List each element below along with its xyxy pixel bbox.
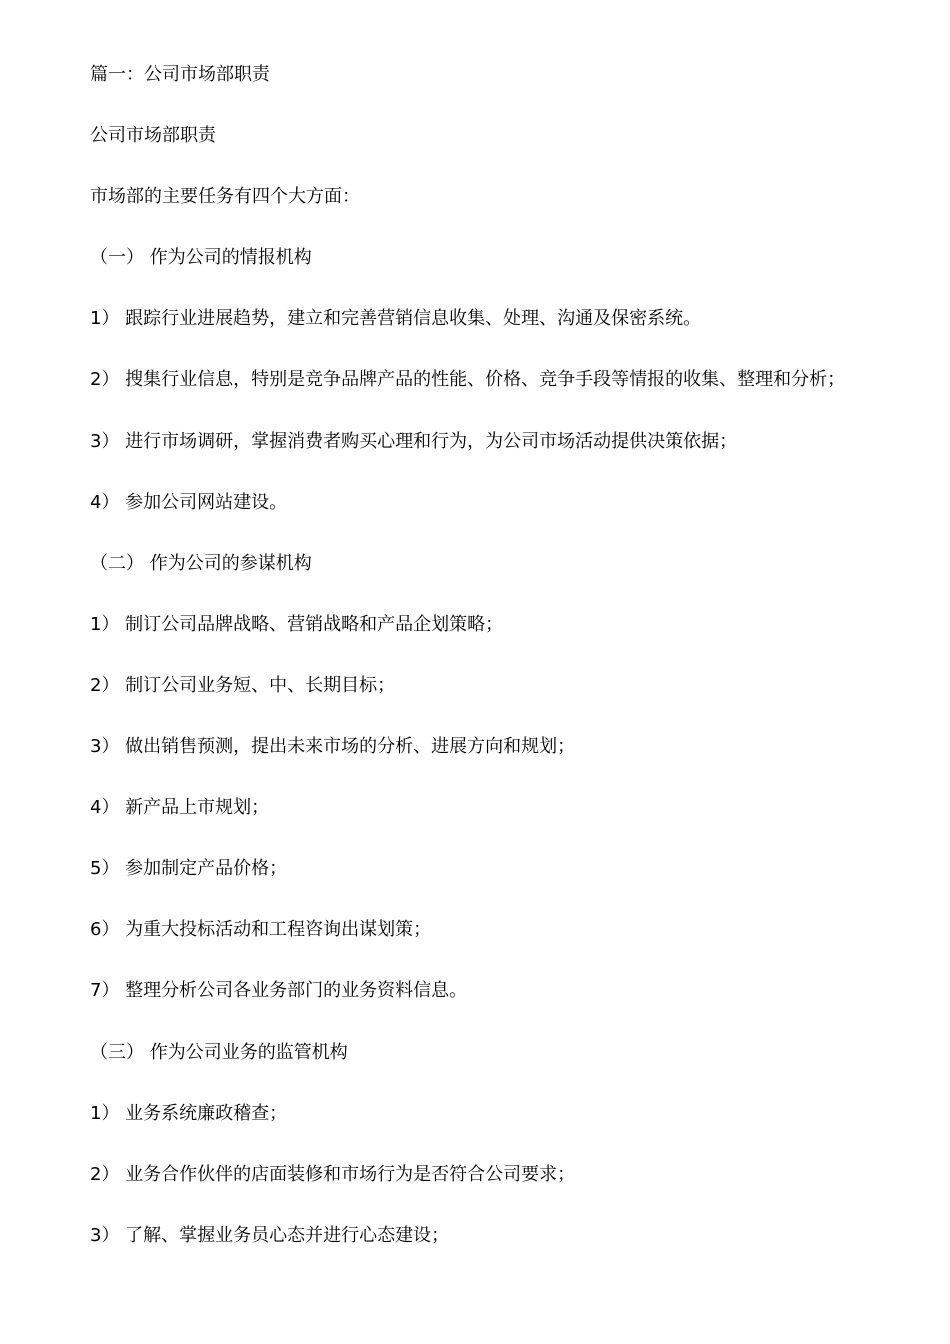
list-item: 7） 整理分析公司各业务部门的业务资料信息。 <box>90 980 468 1002</box>
list-item: 2） 搜集行业信息，特别是竞争品牌产品的性能、价格、竞争手段等情报的收集、整理和分析； <box>90 369 846 391</box>
document-body <box>90 64 920 1286</box>
list-item: 1） 业务系统廉政稽查； <box>90 1102 288 1124</box>
list-item: 4） 新产品上市规划； <box>90 797 270 819</box>
section-heading: （二） 作为公司的参谋机构 <box>90 552 312 574</box>
list-item: 2） 制订公司业务短、中、长期目标； <box>90 674 396 696</box>
list-item: 1） 跟踪行业进展趋势，建立和完善营销信息收集、处理、沟通及保密系统。 <box>90 308 702 330</box>
section-heading: （三） 作为公司业务的监管机构 <box>90 1041 348 1063</box>
section-heading: （一） 作为公司的情报机构 <box>90 247 312 269</box>
list-item: 4） 参加公司网站建设。 <box>90 491 288 513</box>
list-item: 6） 为重大投标活动和工程咨询出谋划策； <box>90 919 432 941</box>
list-item: 1） 制订公司品牌战略、营销战略和产品企划策略； <box>90 613 504 635</box>
intro-paragraph: 市场部的主要任务有四个大方面： <box>90 186 360 208</box>
list-item: 3） 做出销售预测，提出未来市场的分析、进展方向和规划； <box>90 736 576 758</box>
document-title: 公司市场部职责 <box>90 125 216 147</box>
list-item: 2） 业务合作伙伴的店面装修和市场行为是否符合公司要求； <box>90 1163 576 1185</box>
list-item: 5） 参加制定产品价格； <box>90 858 288 880</box>
list-item: 3） 了解、掌握业务员心态并进行心态建设； <box>90 1224 450 1246</box>
chapter-heading: 篇一：公司市场部职责 <box>90 64 270 85</box>
list-item: 3） 进行市场调研，掌握消费者购买心理和行为，为公司市场活动提供决策依据； <box>90 430 738 452</box>
